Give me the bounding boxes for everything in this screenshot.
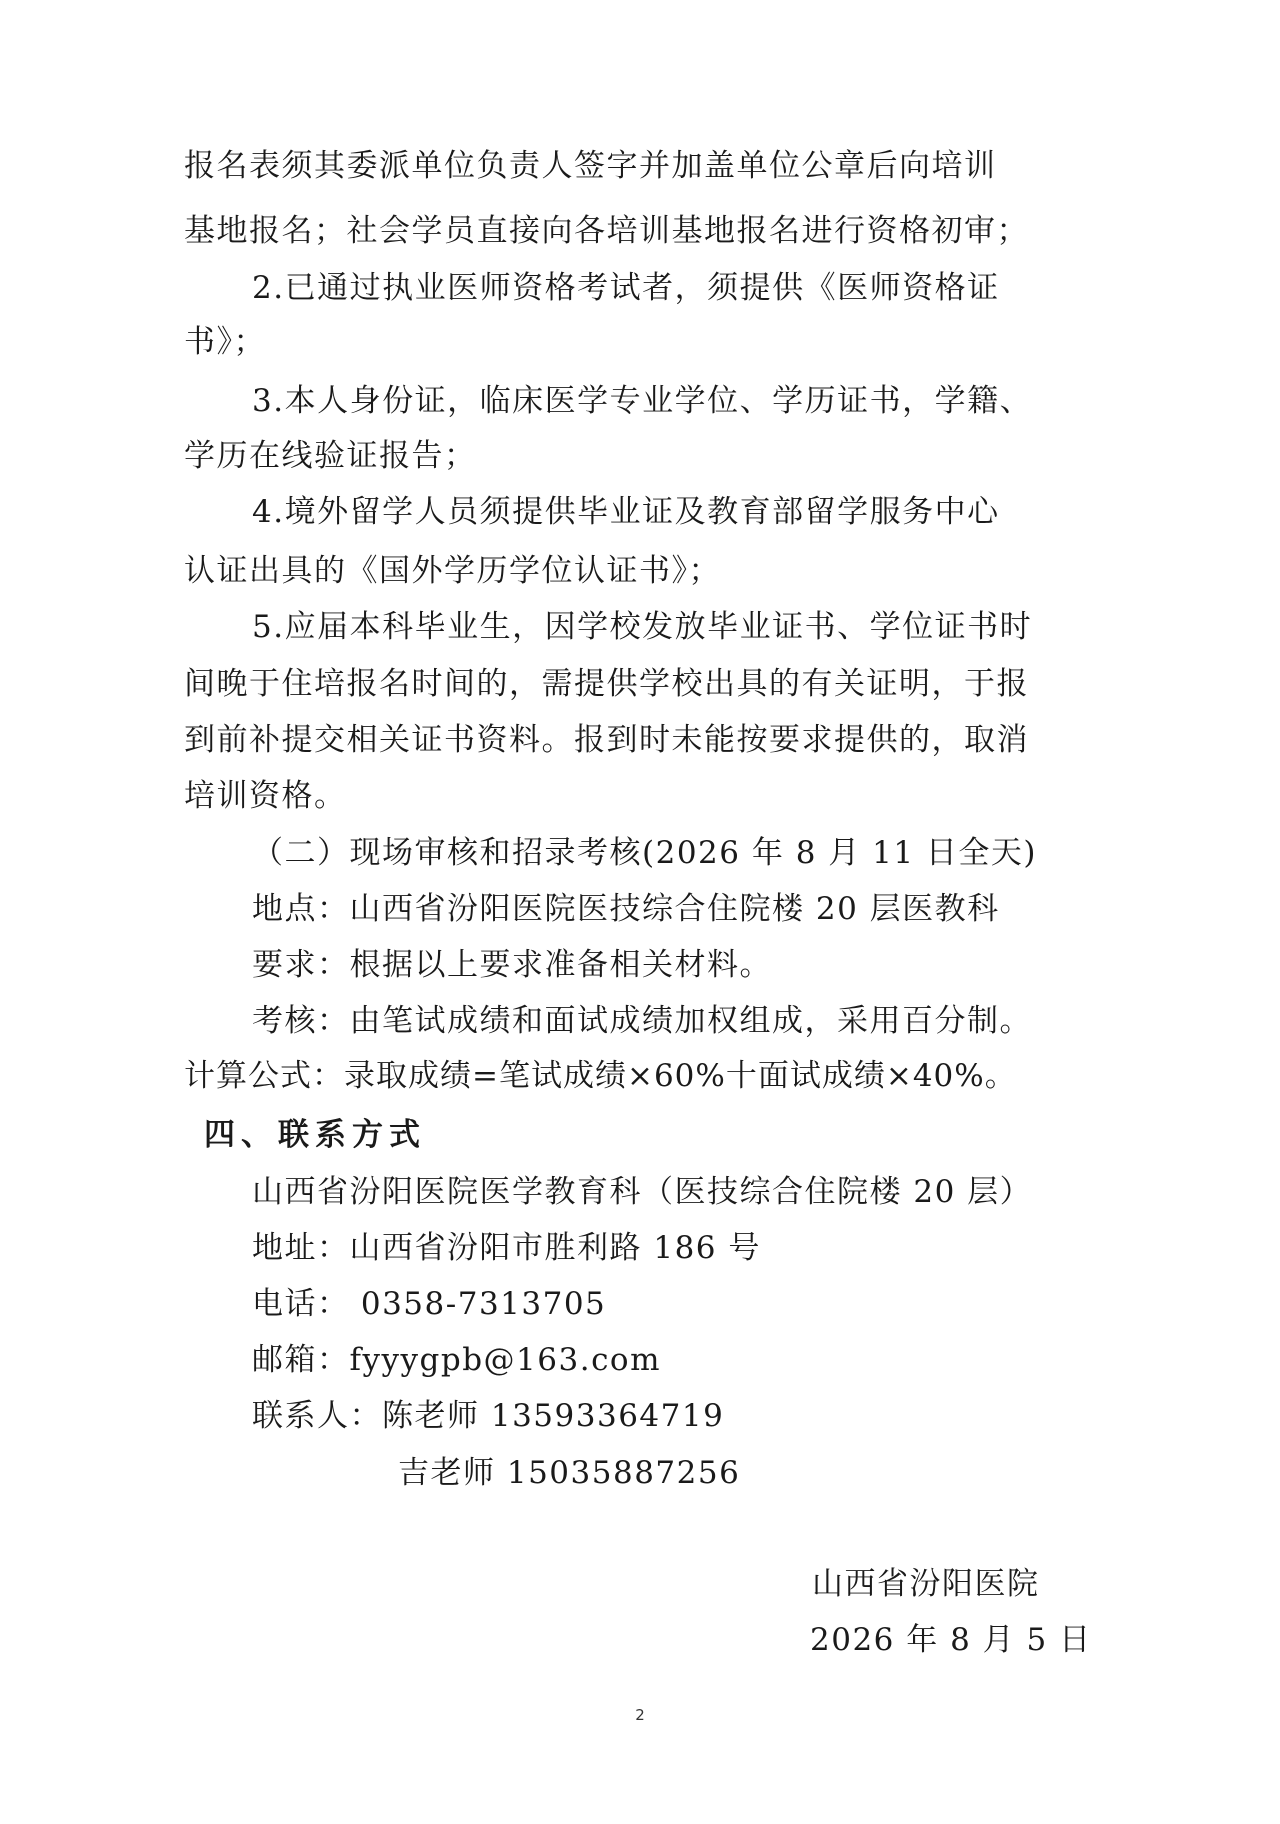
body-line-9: 5.应届本科毕业生，因学校发放毕业证书、学位证书时: [252, 609, 1033, 645]
body-line-13: （二）现场审核和招录考核(2026 年 8 月 11 日全天): [252, 835, 1038, 871]
body-line-2: 基地报名；社会学员直接向各培训基地报名进行资格初审；: [184, 213, 1029, 249]
contact-department: 山西省汾阳医院医学教育科（医技综合住院楼 20 层）: [252, 1174, 1033, 1210]
body-line-5: 3.本人身份证，临床医学专业学位、学历证书，学籍、: [252, 383, 1033, 419]
body-line-3: 2.已通过执业医师资格考试者，须提供《医师资格证: [252, 270, 1000, 306]
body-line-12: 培训资格。: [184, 778, 347, 814]
contact-phone: 电话： 0358-7313705: [252, 1286, 607, 1322]
body-line-16: 考核：由笔试成绩和面试成绩加权组成，采用百分制。: [252, 1003, 1032, 1039]
body-line-1: 报名表须其委派单位负责人签字并加盖单位公章后向培训: [184, 148, 997, 184]
body-line-4: 书》；: [184, 324, 266, 360]
signature-date: 2026 年 8 月 5 日: [810, 1622, 1092, 1658]
contact-heading: 四、联系方式: [204, 1117, 426, 1153]
body-line-14: 地点：山西省汾阳医院医技综合住院楼 20 层医教科: [252, 891, 1000, 927]
contact-person-1: 联系人：陈老师 13593364719: [252, 1398, 725, 1434]
page-number: 2: [635, 1706, 645, 1724]
contact-person-2: 吉老师 15035887256: [398, 1455, 741, 1491]
body-line-6: 学历在线验证报告；: [184, 438, 477, 474]
body-line-11: 到前补提交相关证书资料。报到时未能按要求提供的，取消: [184, 722, 1029, 758]
body-line-8: 认证出具的《国外学历学位认证书》；: [184, 553, 721, 589]
body-line-10: 间晚于住培报名时间的，需提供学校出具的有关证明，于报: [184, 666, 1029, 702]
contact-address: 地址：山西省汾阳市胜利路 186 号: [252, 1230, 761, 1266]
contact-email: 邮箱：fyyygpb@163.com: [252, 1342, 661, 1378]
body-line-17: 计算公式：录取成绩=笔试成绩×60%十面试成绩×40%。: [184, 1058, 1017, 1094]
body-line-15: 要求：根据以上要求准备相关材料。: [252, 947, 772, 983]
signature-org: 山西省汾阳医院: [812, 1566, 1040, 1602]
body-line-7: 4.境外留学人员须提供毕业证及教育部留学服务中心: [252, 494, 1000, 530]
